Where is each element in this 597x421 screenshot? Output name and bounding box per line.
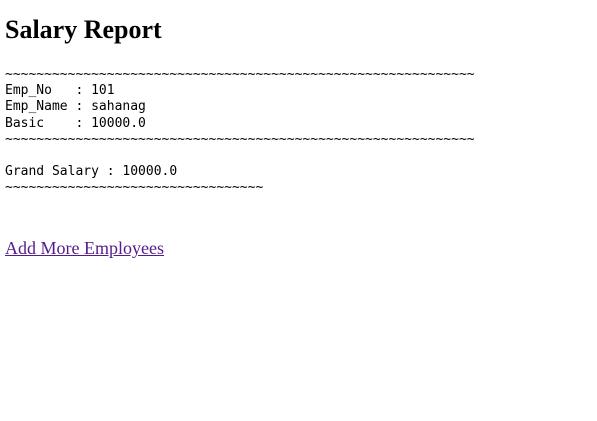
grand-salary-row: Grand Salary : 10000.0 — [5, 164, 178, 180]
add-more-employees-link[interactable]: Add More Employees — [5, 238, 164, 258]
salary-report-block — [5, 67, 475, 197]
blank-line — [5, 148, 475, 164]
report-page — [5, 0, 597, 421]
basic-row: Basic : 10000.0 — [5, 115, 146, 131]
separator-top: ~~~~~~~~~~~~~~~~~~~~~~~~~~~~~~~~~~~~~~~~~~~~~~~~~~~~~~~~~~~~ — [5, 67, 475, 82]
separator-bottom: ~~~~~~~~~~~~~~~~~~~~~~~~~~~~~~~~~ — [5, 180, 264, 196]
page-title: Salary Report — [5, 15, 162, 44]
separator-middle: ~~~~~~~~~~~~~~~~~~~~~~~~~~~~~~~~~~~~~~~~~~~~~~~~~~~~~~~~~~~~ — [5, 131, 475, 147]
emp-name-row: Emp_Name : sahanag — [5, 99, 146, 115]
emp-no-row: Emp_No : 101 — [5, 83, 115, 99]
